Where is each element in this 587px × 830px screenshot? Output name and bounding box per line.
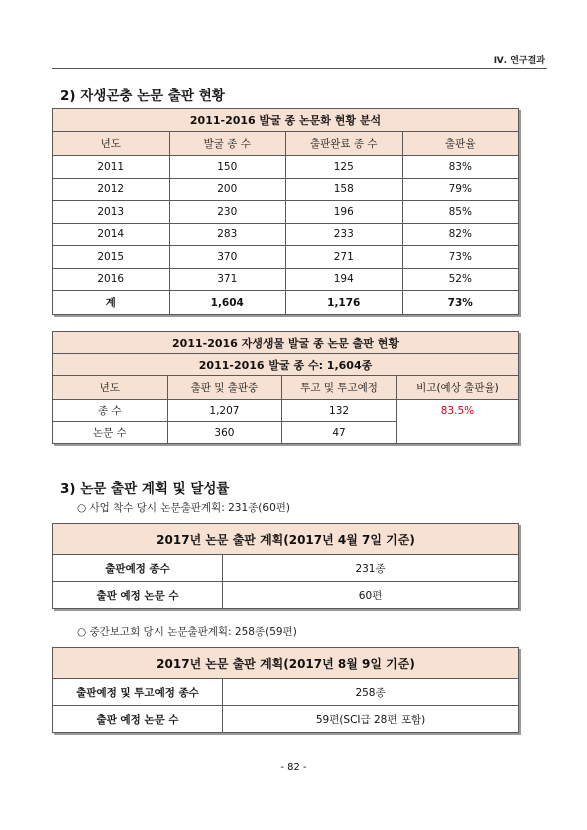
row-value: 59편(SCI급 28편 포함)	[223, 706, 519, 733]
table-cell: 150	[169, 156, 286, 179]
plan-table-august	[52, 647, 519, 733]
table-cell: 132	[282, 400, 397, 422]
total-label: 계	[53, 291, 170, 315]
table-cell: 2016	[53, 268, 170, 291]
table-cell: 283	[169, 223, 286, 246]
table-cell: 271	[286, 246, 403, 269]
table1-header-found: 발굴 종 수	[169, 132, 286, 156]
table2-subtitle: 2011-2016 발굴 종 수: 1,604종	[53, 354, 519, 376]
table-cell: 논문 수	[53, 422, 168, 444]
row-label: 출판 예정 논문 수	[53, 706, 223, 733]
initial-plan-note: ○ 사업 착수 당시 논문출판계획: 231종(60편)	[77, 502, 290, 514]
row-label: 출판예정 종수	[53, 555, 223, 582]
table-row	[53, 706, 519, 733]
table2-title: 2011-2016 자생생물 발굴 종 논문 출판 현황	[53, 332, 519, 354]
row-value: 60편	[223, 582, 519, 609]
row-value: 258종	[223, 679, 519, 706]
table-cell: 2012	[53, 178, 170, 201]
plan-table-april	[52, 523, 519, 609]
table-row	[53, 679, 519, 706]
table-row	[53, 555, 519, 582]
table-cell: 73%	[402, 246, 519, 269]
table-cell: 200	[169, 178, 286, 201]
table-cell: 1,207	[167, 400, 282, 422]
expected-rate: 83.5%	[396, 400, 518, 444]
table-cell: 230	[169, 201, 286, 224]
table2-header-submitted: 투고 및 투고예정	[282, 376, 397, 400]
table4-title: 2017년 논문 출판 계획(2017년 8월 9일 기준)	[53, 648, 519, 679]
section-3-title: 3) 논문 출판 계획 및 달성률	[60, 481, 230, 497]
table-cell: 83%	[402, 156, 519, 179]
table-row	[53, 156, 519, 179]
table-cell: 194	[286, 268, 403, 291]
table-row	[53, 223, 519, 246]
chapter-header: Ⅳ. 연구결과	[493, 56, 545, 66]
table1-header-year: 년도	[53, 132, 170, 156]
table-cell: 2011	[53, 156, 170, 179]
table2-header-row	[53, 376, 519, 400]
table-cell: 196	[286, 201, 403, 224]
table2-header-note: 비고(예상 출판율)	[396, 376, 518, 400]
row-value: 231종	[223, 555, 519, 582]
interim-plan-note: ○ 중간보고회 당시 논문출판계획: 258종(59편)	[77, 626, 297, 638]
table-cell: 360	[167, 422, 282, 444]
table-cell: 370	[169, 246, 286, 269]
table-cell: 52%	[402, 268, 519, 291]
header-divider	[52, 68, 547, 69]
table-cell: 125	[286, 156, 403, 179]
table-cell: 2015	[53, 246, 170, 269]
publication-status-table	[52, 331, 519, 444]
table-cell: 371	[169, 268, 286, 291]
table-cell: 2013	[53, 201, 170, 224]
row-label: 출판예정 및 투고예정 종수	[53, 679, 223, 706]
table-cell: 47	[282, 422, 397, 444]
table1-title: 2011-2016 발굴 종 논문화 현황 분석	[53, 109, 519, 132]
table1-header-rate: 출판율	[402, 132, 519, 156]
row-label: 출판 예정 논문 수	[53, 582, 223, 609]
table-cell: 82%	[402, 223, 519, 246]
table-cell: 2014	[53, 223, 170, 246]
publication-analysis-table	[52, 108, 519, 315]
section-2-title: 2) 자생곤충 논문 출판 현황	[60, 88, 225, 104]
table-row	[53, 201, 519, 224]
table-cell: 종 수	[53, 400, 168, 422]
table-cell: 158	[286, 178, 403, 201]
table-row	[53, 178, 519, 201]
table-row	[53, 582, 519, 609]
page-number: - 82 -	[280, 762, 307, 773]
table1-total-row	[53, 291, 519, 315]
total-published: 1,176	[286, 291, 403, 315]
table-row	[53, 268, 519, 291]
total-found: 1,604	[169, 291, 286, 315]
table1-header-row	[53, 132, 519, 156]
table-row	[53, 246, 519, 269]
table-cell: 85%	[402, 201, 519, 224]
table-cell: 79%	[402, 178, 519, 201]
total-rate: 73%	[402, 291, 519, 315]
table2-header-published: 출판 및 출판중	[167, 376, 282, 400]
table2-header-year: 년도	[53, 376, 168, 400]
table-row	[53, 400, 519, 422]
table-cell: 233	[286, 223, 403, 246]
table3-title: 2017년 논문 출판 계획(2017년 4월 7일 기준)	[53, 524, 519, 555]
table1-header-published: 출판완료 종 수	[286, 132, 403, 156]
